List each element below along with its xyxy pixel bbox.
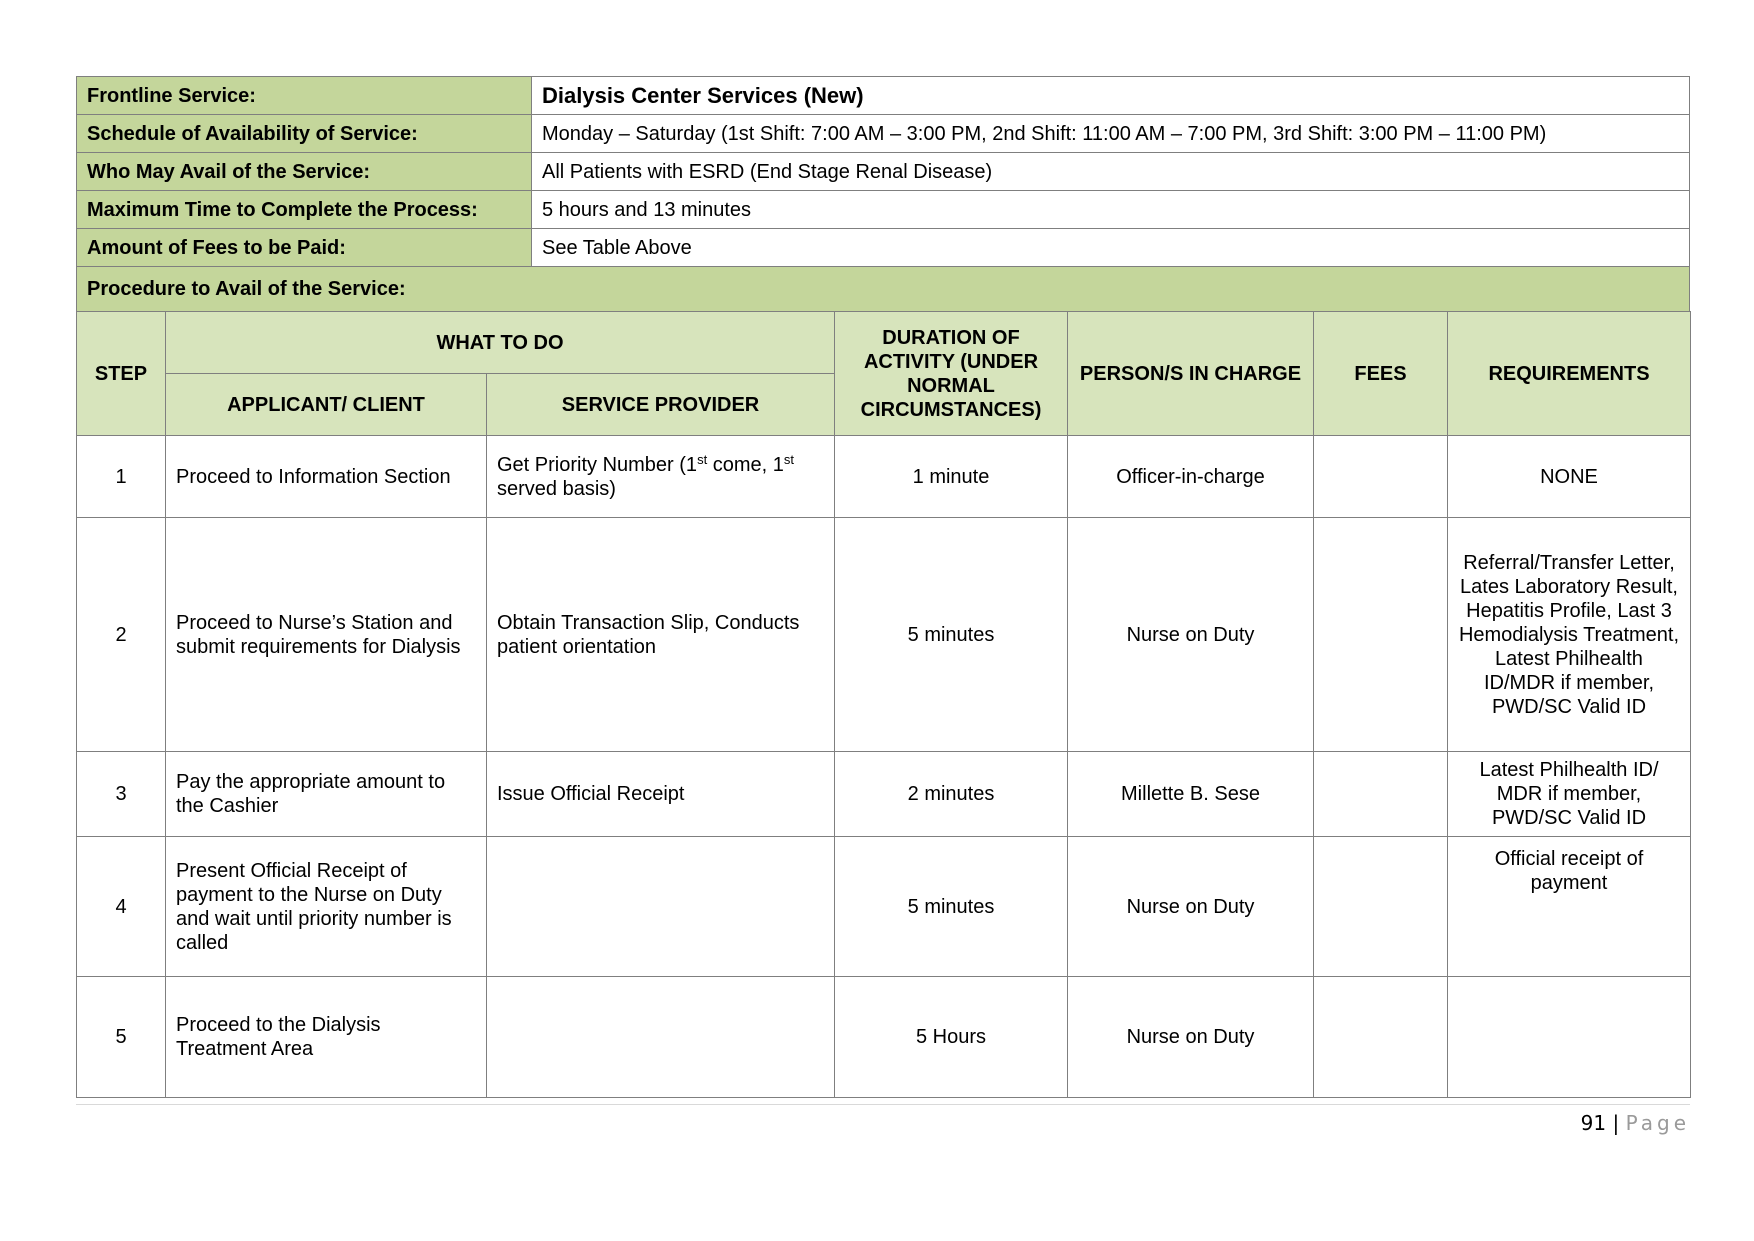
table-row <box>77 436 1691 518</box>
provider-text-b: come, 1 <box>707 453 784 476</box>
requirements: Official receipt of payment <box>1448 837 1691 977</box>
header-person: PERSON/S IN CHARGE <box>1068 312 1314 436</box>
table-row <box>77 752 1691 837</box>
fees <box>1314 518 1448 752</box>
header-what-to-do: WHAT TO DO <box>166 312 835 374</box>
table-row <box>77 518 1691 752</box>
max-time-label: Maximum Time to Complete the Process: <box>77 191 532 229</box>
provider-text-a: Get Priority Number (1 <box>497 453 698 476</box>
requirements <box>1448 977 1691 1098</box>
service-info-table <box>76 76 1690 312</box>
header-duration: DURATION OF ACTIVITY (UNDER NORMAL CIRCUMSTANCES) <box>835 312 1068 436</box>
max-time-value: 5 hours and 13 minutes <box>532 191 1690 229</box>
header-applicant: APPLICANT/ CLIENT <box>166 374 487 436</box>
provider-sup-1: st <box>697 451 708 467</box>
person-in-charge: Millette B. Sese <box>1068 752 1314 837</box>
provider-action: Issue Official Receipt <box>487 752 835 837</box>
person-in-charge: Nurse on Duty <box>1068 518 1314 752</box>
procedure-row <box>77 267 1690 312</box>
table-row <box>77 977 1691 1098</box>
provider-action <box>487 436 835 518</box>
applicant-action: Present Official Receipt of payment to the Nurse on Duty and wait until priority number is called <box>166 837 487 977</box>
fees-row <box>77 229 1690 267</box>
step-number: 3 <box>77 752 166 837</box>
requirements: Latest Philhealth ID/ MDR if member, PWD/SC Valid ID <box>1448 752 1691 837</box>
max-time-row <box>77 191 1690 229</box>
page-number: 91 <box>1580 1111 1607 1135</box>
requirements: NONE <box>1448 436 1691 518</box>
provider-action <box>487 977 835 1098</box>
header-provider: SERVICE PROVIDER <box>487 374 835 436</box>
applicant-action: Proceed to Information Section <box>166 436 487 518</box>
fees <box>1314 977 1448 1098</box>
procedure-table <box>76 311 1691 1098</box>
fees <box>1314 752 1448 837</box>
person-in-charge: Nurse on Duty <box>1068 977 1314 1098</box>
page-word: Page <box>1625 1111 1690 1135</box>
header-step: STEP <box>77 312 166 436</box>
frontline-value: Dialysis Center Services (New) <box>532 77 1690 115</box>
who-value: All Patients with ESRD (End Stage Renal Disease) <box>532 153 1690 191</box>
schedule-value: Monday – Saturday (1st Shift: 7:00 AM – 3:00 PM, 2nd Shift: 11:00 AM – 7:00 PM, 3rd Shift: 3:00 PM – 11:00 PM) <box>532 115 1690 153</box>
fees-value: See Table Above <box>532 229 1690 267</box>
header-requirements: REQUIREMENTS <box>1448 312 1691 436</box>
applicant-action: Proceed to Nurse’s Station and submit requirements for Dialysis <box>166 518 487 752</box>
duration: 2 minutes <box>835 752 1068 837</box>
requirements: Referral/Transfer Letter, Lates Laboratory Result, Hepatitis Profile, Last 3 Hemodialysis Treatment, Latest Philhealth ID/MDR if member, PWD/SC Valid ID <box>1448 518 1691 752</box>
provider-sup-2: st <box>783 451 795 467</box>
duration: 5 Hours <box>835 977 1068 1098</box>
frontline-row <box>77 77 1690 115</box>
provider-action: Obtain Transaction Slip, Conducts patient orientation <box>487 518 835 752</box>
person-in-charge: Nurse on Duty <box>1068 837 1314 977</box>
step-number: 2 <box>77 518 166 752</box>
applicant-action: Proceed to the Dialysis Treatment Area <box>166 977 487 1098</box>
header-fees: FEES <box>1314 312 1448 436</box>
fees <box>1314 837 1448 977</box>
step-number: 4 <box>77 837 166 977</box>
page-footer <box>76 1104 1690 1135</box>
service-sheet <box>76 76 1690 1098</box>
procedure-label: Procedure to Avail of the Service: <box>77 267 1690 312</box>
applicant-action: Pay the appropriate amount to the Cashier <box>166 752 487 837</box>
step-number: 1 <box>77 436 166 518</box>
provider-action <box>487 837 835 977</box>
provider-text-c: served basis) <box>497 477 616 500</box>
schedule-label: Schedule of Availability of Service: <box>77 115 532 153</box>
duration: 5 minutes <box>835 518 1068 752</box>
frontline-label: Frontline Service: <box>77 77 532 115</box>
duration: 1 minute <box>835 436 1068 518</box>
fees-label: Amount of Fees to be Paid: <box>77 229 532 267</box>
who-label: Who May Avail of the Service: <box>77 153 532 191</box>
table-row <box>77 837 1691 977</box>
step-number: 5 <box>77 977 166 1098</box>
fees <box>1314 436 1448 518</box>
header-row-1 <box>77 312 1691 374</box>
who-row <box>77 153 1690 191</box>
duration: 5 minutes <box>835 837 1068 977</box>
page-separator: | <box>1612 1111 1620 1135</box>
person-in-charge: Officer-in-charge <box>1068 436 1314 518</box>
schedule-row <box>77 115 1690 153</box>
